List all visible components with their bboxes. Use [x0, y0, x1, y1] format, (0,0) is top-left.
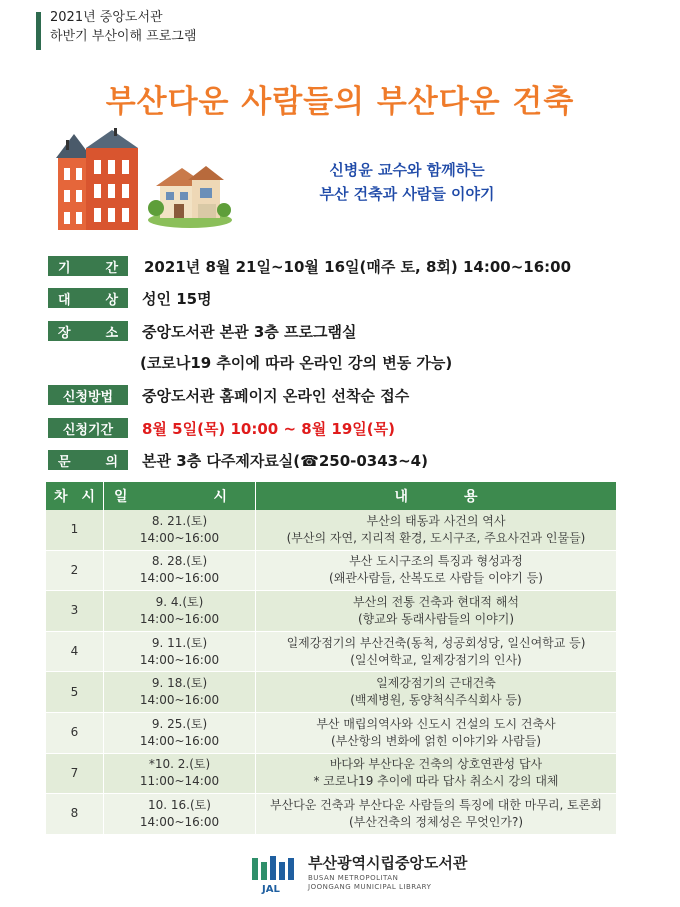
session-date: 9. 25.(토) — [151, 716, 208, 731]
session-number: 8 — [46, 794, 104, 834]
header-content-a: 내 — [394, 489, 408, 505]
session-detail: (부산의 자연, 지리적 환경, 도시구조, 주요사건과 인물들) — [286, 530, 586, 545]
session-content — [256, 591, 616, 631]
header-line-1: 2021년 중앙도서관 — [50, 10, 163, 25]
session-time: 14:00~16:00 — [139, 733, 220, 748]
session-detail: (부산항의 변화에 얽힌 이야기와 사람들) — [330, 733, 542, 748]
library-footer — [238, 850, 498, 898]
session-date: 9. 11.(토) — [151, 635, 208, 650]
session-number: 5 — [46, 672, 104, 712]
table-row — [46, 510, 616, 551]
session-time: 14:00~16:00 — [139, 571, 220, 586]
session-topic: 부산의 태동과 사건의 역사 — [366, 513, 506, 528]
session-number: 6 — [46, 713, 104, 753]
session-time: 14:00~16:00 — [139, 814, 220, 829]
place-label — [48, 321, 128, 341]
page-title: 부산다운 사람들의 부산다운 건축 — [105, 84, 575, 120]
session-topic: 일제강점기의 근대건축 — [376, 676, 496, 691]
header-datetime-a: 일 — [114, 489, 128, 505]
header-line-2: 하반기 부산이해 프로그램 — [50, 29, 197, 44]
apply-period-value: 8월 5일(목) 10:00 ~ 8월 19일(목) — [142, 419, 395, 438]
schedule-table — [46, 482, 616, 835]
place-label-b: 소 — [105, 325, 118, 341]
session-number: 2 — [46, 551, 104, 591]
session-detail: (향교와 동래사람들의 이야기) — [357, 611, 515, 626]
inquiry-label-b: 의 — [105, 454, 118, 470]
session-number: 7 — [46, 754, 104, 794]
session-detail: (왜관사람들, 산복도로 사람들 이야기 등) — [329, 571, 543, 586]
table-row — [46, 591, 616, 632]
header-session-b: 시 — [81, 489, 95, 505]
subtitle — [282, 158, 532, 206]
church-building-icon — [56, 128, 138, 230]
info-row-apply-period — [48, 417, 395, 439]
period-label-a: 기 — [58, 260, 71, 276]
session-topic: 일제강점기의 부산건축(동척, 성공회성당, 일신여학교 등) — [286, 635, 586, 650]
session-detail: * 코로나19 추이에 따라 답사 취소시 강의 대체 — [313, 774, 559, 789]
program-header — [36, 8, 196, 46]
info-row-target — [48, 287, 212, 309]
session-date: 8. 28.(토) — [151, 554, 208, 569]
apply-method-label: 신청방법 — [48, 385, 128, 405]
session-date: 9. 4.(토) — [155, 594, 204, 609]
apply-period-label: 신청기간 — [48, 418, 128, 438]
table-body — [46, 510, 616, 835]
header-datetime-b: 시 — [213, 489, 227, 505]
session-content — [256, 551, 616, 591]
session-content — [256, 510, 616, 550]
subtitle-line-1: 신병윤 교수와 함께하는 — [329, 161, 485, 179]
session-datetime — [104, 551, 256, 591]
info-row-apply-method — [48, 384, 409, 406]
inquiry-label-a: 문 — [58, 454, 71, 470]
library-name: 부산광역시립중앙도서관 — [308, 854, 468, 872]
session-datetime — [104, 632, 256, 672]
session-number: 3 — [46, 591, 104, 631]
place-value: 중앙도서관 본관 3층 프로그램실 — [142, 322, 357, 341]
session-detail: (일신여학교, 일제강점기의 인사) — [350, 652, 522, 667]
period-value: 2021년 8월 21일~10월 16일(매주 토, 8회) 14:00~16:00 — [144, 257, 572, 276]
session-detail: (백제병원, 동양척식주식회사 등) — [350, 693, 522, 708]
table-header — [46, 482, 616, 510]
session-datetime — [104, 591, 256, 631]
session-topic: 부산 매립의역사와 신도시 건설의 도시 건축사 — [316, 716, 556, 731]
target-label-b: 상 — [105, 292, 118, 308]
table-row — [46, 713, 616, 754]
table-row — [46, 672, 616, 713]
info-row-period — [48, 255, 571, 277]
library-logo-icon — [242, 850, 302, 896]
session-content — [256, 713, 616, 753]
header-content — [256, 482, 616, 510]
library-name-en-2: JOONGANG MUNICIPAL LIBRARY — [308, 883, 432, 891]
period-label-b: 간 — [105, 260, 118, 276]
logo-text: JAL — [262, 884, 280, 895]
session-content — [256, 794, 616, 834]
header-session-a: 차 — [54, 489, 68, 505]
library-name-en — [308, 874, 431, 892]
session-date: 10. 16.(토) — [148, 797, 211, 812]
library-name-en-1: BUSAN METROPOLITAN — [308, 874, 399, 882]
session-time: 14:00~16:00 — [139, 530, 220, 545]
session-topic: 부산 도시구조의 특징과 형성과정 — [349, 554, 523, 569]
session-date: 8. 21.(토) — [151, 513, 208, 528]
apply-method-value: 중앙도서관 홈페이지 온라인 선착순 접수 — [142, 386, 410, 405]
session-content — [256, 632, 616, 672]
buildings-illustration — [52, 128, 232, 232]
info-row-place — [48, 320, 356, 342]
target-label-a: 대 — [58, 292, 71, 308]
session-time: 14:00~16:00 — [139, 693, 220, 708]
session-number: 1 — [46, 510, 104, 550]
info-row-inquiry — [48, 449, 428, 471]
house-icon — [148, 166, 232, 228]
session-topic: 부산의 전통 건축과 현대적 해석 — [353, 594, 519, 609]
session-datetime — [104, 754, 256, 794]
session-topic: 부산다운 건축과 부산다운 사람들의 특징에 대한 마무리, 토론회 — [270, 797, 602, 812]
session-content — [256, 672, 616, 712]
table-row — [46, 551, 616, 592]
place-note: (코로나19 추이에 따라 온라인 강의 변동 가능) — [140, 354, 453, 372]
inquiry-label — [48, 450, 128, 470]
session-content — [256, 754, 616, 794]
place-label-a: 장 — [58, 325, 71, 341]
target-value: 성인 15명 — [142, 289, 212, 308]
session-topic: 바다와 부산다운 건축의 상호연관성 답사 — [329, 757, 543, 772]
header-session — [46, 482, 104, 510]
period-label — [48, 256, 128, 276]
session-time: 11:00~14:00 — [139, 774, 220, 789]
session-time: 14:00~16:00 — [139, 652, 220, 667]
subtitle-line-2: 부산 건축과 사람들 이야기 — [319, 185, 495, 203]
header-accent-bar — [36, 12, 41, 50]
session-detail: (부산건축의 정체성은 무엇인가?) — [348, 814, 524, 829]
target-label — [48, 288, 128, 308]
inquiry-value: 본관 3층 다주제자료실(☎250-0343~4) — [142, 451, 428, 470]
table-row — [46, 794, 616, 835]
session-datetime — [104, 713, 256, 753]
session-datetime — [104, 794, 256, 834]
table-row — [46, 754, 616, 795]
header-content-b: 용 — [464, 489, 478, 505]
session-date: 9. 18.(토) — [151, 676, 208, 691]
table-row — [46, 632, 616, 673]
session-datetime — [104, 510, 256, 550]
header-datetime — [104, 482, 256, 510]
session-time: 14:00~16:00 — [139, 611, 220, 626]
session-datetime — [104, 672, 256, 712]
session-date: *10. 2.(토) — [148, 757, 211, 772]
session-number: 4 — [46, 632, 104, 672]
